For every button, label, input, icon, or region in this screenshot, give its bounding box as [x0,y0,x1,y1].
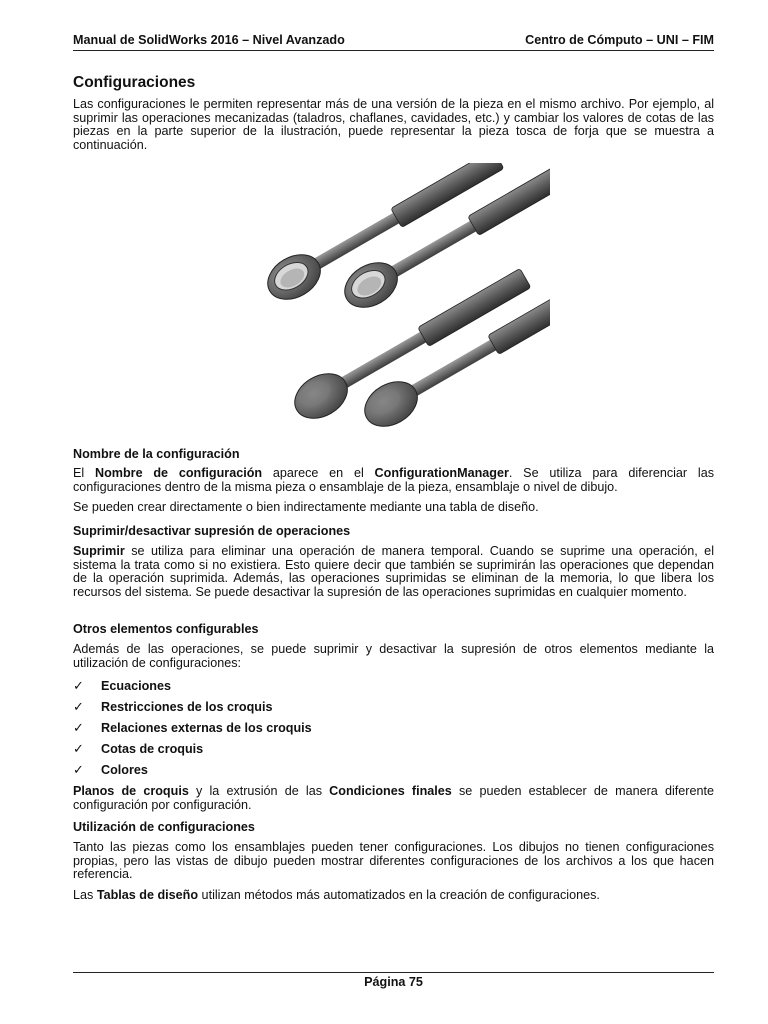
section-heading: Suprimir/desactivar supresión de operaciones [73,524,351,538]
section-heading: Otros elementos configurables [73,622,259,636]
paragraph: Suprimir se utiliza para eliminar una operación de manera temporal. Cuando se suprime una operación, el sistema la trata como si no existiera. Esto quiere decir que también se suprimirán las operaciones que dependan de la operación suprimida. Además, las operaciones suprimidas se eliminan de la memoria, lo que libera los recursos del sistema. Se puede desactivar la supresión de las operaciones suprimidas en cualquier momento. [73,544,714,599]
section-nombre-configuracion [73,447,714,515]
list-item: ✓ Restricciones de los croquis [73,699,273,714]
paragraph-planos: Planos de croquis y la extrusión de las Condiciones finales se pueden establecer de manera diferente configuración por configuración. [73,784,714,812]
paragraph: Las Tablas de diseño utilizan métodos más automatizados en la creación de configuraciones. [73,887,600,902]
footer-rule [73,972,714,973]
paragraph: El Nombre de configuración aparece en el ConfigurationManager. Se utiliza para diferenciar las configuraciones dentro de la misma pieza o ensamblaje de la pieza, ensamblaje o nivel de dibujo. [73,466,714,494]
header-right: Centro de Cómputo – UNI – FIM [525,33,714,47]
check-icon: ✓ [73,678,84,693]
list-item: ✓ Cotas de croquis [73,741,204,756]
paragraph: Además de las operaciones, se puede suprimir y desactivar la supresión de otros elementos mediante la utilización de configuraciones: [73,642,714,670]
section-otros-elementos [73,622,714,670]
section-utilizacion [73,820,714,902]
paragraph: Se pueden crear directamente o bien indirectamente mediante una tabla de diseño. [73,500,539,515]
intro-paragraph: Las configuraciones le permiten representar más de una versión de la pieza en el mismo archivo. Por ejemplo, al suprimir las operaciones mecanizadas (taladros, chaflanes, cavidades, etc.) y cambiar los valores de cotas de las piezas en la parte superior de la ilustración, puede representar la pieza tosca de forja que se muestra a continuación. [73,97,714,152]
list-item: ✓ Colores [73,762,148,777]
check-icon: ✓ [73,699,84,714]
list-item: ✓ Ecuaciones [73,678,171,693]
check-icon: ✓ [73,720,84,735]
page-number: Página 75 [364,975,423,989]
section-heading: Nombre de la configuración [73,447,240,461]
configurable-items-list [73,677,714,782]
check-icon: ✓ [73,762,84,777]
section-heading: Utilización de configuraciones [73,820,255,834]
page-header [73,33,714,51]
check-icon: ✓ [73,741,84,756]
wrench-configurations-figure [240,163,550,445]
section-title: Configuraciones [73,74,196,91]
section-suprimir [73,524,714,599]
header-left: Manual de SolidWorks 2016 – Nivel Avanzado [73,33,345,47]
paragraph: Tanto las piezas como los ensamblajes pueden tener configuraciones. Los dibujos no tienen configuraciones propias, pero las vistas de dibujo pueden mostrar diferentes configuraciones de los archivos a los que hacen referencia. [73,840,714,882]
list-item: ✓ Relaciones externas de los croquis [73,720,312,735]
